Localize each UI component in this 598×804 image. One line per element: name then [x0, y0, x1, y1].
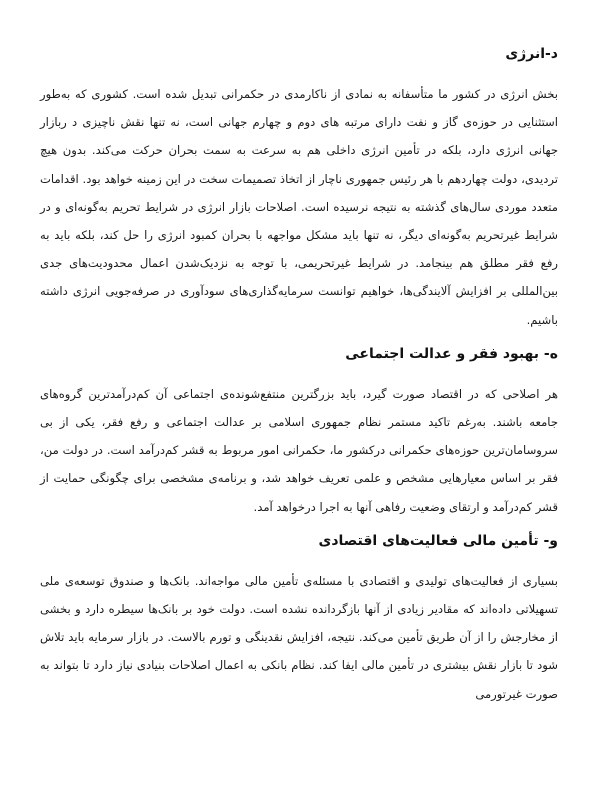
- section-paragraph: هر اصلاحی که در اقتصاد صورت گیرد، باید بزرگترین منتفع‌شونده‌ی اجتماعی آن کم‌درآمدترین گروه‌های جامعه باشند. به‌رغم تاکید مستمر نظام جمهوری اسلامی بر عدالت اجتماعی و رفع فقر، یکی از بی سروسامان‌ترین حوزه‌های حکمرانی درکشور ما، حکمرانی امور مربوط به قشر کم‌درآمد است. در دولت من، فقر بر اساس معیارهایی مشخص و علمی تعریف خواهد شد، و برنامه‌ی مشخصی برای چگونگی حمایت از قشر کم‌درآمد و ارتقای وضعیت رفاهی آنها به اجرا درخواهد آمد.: [40, 386, 558, 514]
- section-paragraph: بخش انرژی در کشور ما متأسفانه به نمادی از ناکارمدی در حکمرانی تبدیل شده است. کشوری که به‌طور استثنایی در حوزه‌ی گاز و نفت دارای مرتبه های دوم و چهارم جهانی است، نه تنها نقش ناچیزی د ربازار جهانی انرژی دارد، بلکه در تأمین انرژی داخلی هم به سرعت به سمت بحران حرکت می‌کند. بدون هیچ تردیدی، دولت چهاردهم با هر رئیس جمهوری ناچار از اتخاذ تصمیمات سخت در این زمینه خواهد بود. اقدامات متعدد موردی سال‌های گذشته به نتیجه نرسیده است. اصلاحات بازار انرژی در شرایط تحریم به‌گونه‌ای و در شرایط غیرتحریم به‌گونه‌ای دیگر، نه تنها باید مشکل مواجهه با بحران کمبود انرژی را حل کند، بلکه باید به رفع فقر مطلق هم بینجامد. در شرایط غیرتحریمی، با توجه به نزدیک‌شدن اعمال محدودیت‌های جدی بین‌المللی بر افزایش آلایندگی‌ها، خواهیم توانست سرمایه‌گذاری‌های سودآوری در صرفه‌جویی انرژی داشته باشیم.: [40, 87, 558, 327]
- section-heading: ه- بهبود فقر و عدالت اجتماعی: [345, 345, 558, 362]
- section-heading: د-انرژی: [505, 46, 558, 62]
- section-poverty-social-justice: [40, 344, 558, 521]
- document-body: [40, 44, 558, 718]
- section-heading: و- تأمین مالی فعالیت‌های اقتصادی: [318, 532, 558, 549]
- section-energy: [40, 44, 558, 334]
- section-paragraph: بسیاری از فعالیت‌های تولیدی و اقتصادی با مسئله‌ی تأمین مالی مواجه‌اند. بانک‌ها و صندوق توسعه‌ی ملی تسهیلاتی داده‌اند که مقادیر زیادی از آنها بازگردانده نشده است. دولت خود بر بانک‌ها سیطره دارد و بخشی از مخارجش را از آن طریق تأمین می‌کند. نتیجه، افزایش نقدینگی و تورم بالاست. در بازار سرمایه باید تلاش شود تا بازار نقش بیشتری در تأمین مالی ایفا کند. نظام بانکی به اعمال اصلاحات بنیادی نیاز دارد تا بتواند به صورت غیرتورمی: [40, 573, 558, 701]
- section-financing-economic-activities: [40, 531, 558, 708]
